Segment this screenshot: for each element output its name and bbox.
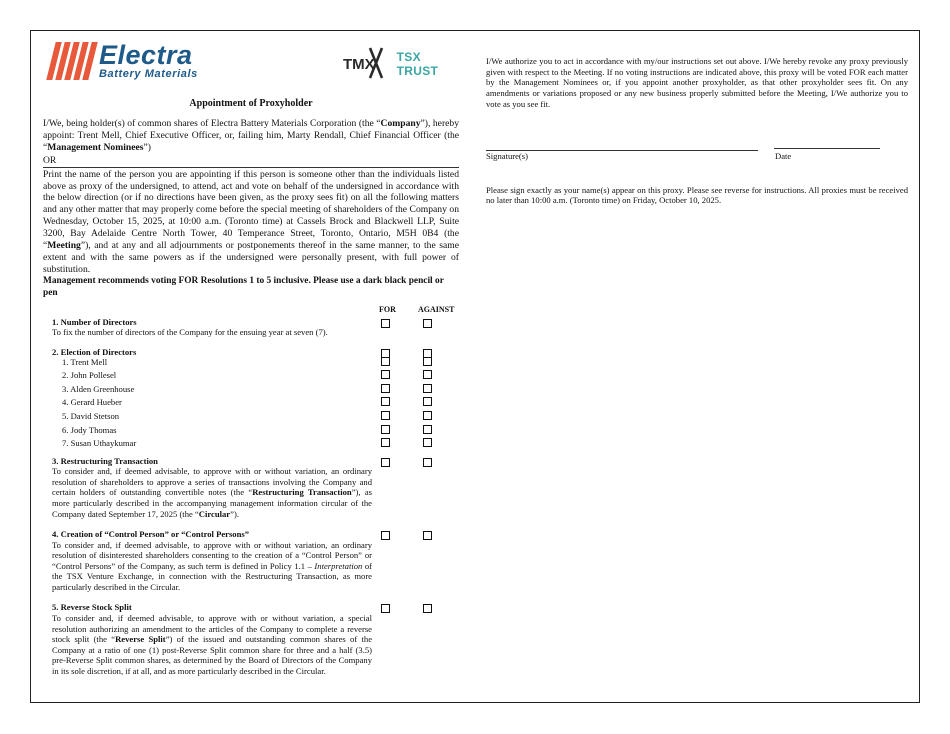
authorization-paragraph: I/We authorize you to act in accordance with my/our instructions set out above. I/We hereby revoke any proxy previously given with respect to the Meeting. If no voting instructions are indicated above, this proxy will be voted FOR each matter by the Management Nominees or, if you appoint another proxyholder, as that other proxyholder sees fit. On any amendments or variations proposed or any new business properly submitted before the Meeting, I/We authorize you to vote as you see fit.	[486, 56, 908, 109]
director-7-for-checkbox[interactable]	[381, 438, 390, 447]
date-label: Date	[775, 150, 792, 161]
res5-for-checkbox[interactable]	[381, 604, 390, 613]
resolution-2-title: 2. Election of Directors	[52, 347, 137, 357]
res3-for-checkbox[interactable]	[381, 458, 390, 467]
logo-row	[43, 38, 459, 98]
date-line[interactable]	[774, 148, 880, 149]
resolution-4	[43, 529, 372, 592]
director-row: 7. Susan Uthaykumar	[43, 437, 459, 451]
alternate-proxy-line[interactable]: OR	[43, 155, 459, 168]
resolution-5-text: To consider and, if deemed advisable, to approve with or without variation, a special resolution authorizing an amendment to the articles of the Company to complete a reverse stock split (the “Reverse Split”) of the issued and outstanding common shares of the Company at a ratio of one (1) post-Reverse Split common share for three and a half (3.5) pre-Reverse Split common shares, as determined by the Board of Directors of the Company in its sole discretion, if at all, and as more particularly described in the Circular.	[52, 613, 373, 676]
vote-column-headers	[43, 301, 459, 315]
resolution-4-title: 4. Creation of “Control Person” or “Control Persons”	[52, 529, 250, 540]
director-2-against-checkbox[interactable]	[423, 370, 432, 379]
electra-stripes-icon	[51, 42, 93, 80]
res1-for-checkbox[interactable]	[381, 319, 390, 328]
director-1-for-checkbox[interactable]	[381, 357, 390, 366]
tsx-trust-logo	[343, 50, 459, 78]
director-5-for-checkbox[interactable]	[381, 411, 390, 420]
signing-instructions: Please sign exactly as your name(s) appear on this proxy. Please see reverse for instructions. All proxies must be received no later than 10:00 a.m. (Toronto time) on Friday, October 10, 2025.	[486, 184, 908, 206]
director-6-for-checkbox[interactable]	[381, 425, 390, 434]
against-column-label: AGAINST	[418, 304, 455, 314]
director-4-against-checkbox[interactable]	[423, 397, 432, 406]
resolution-3-text: To consider and, if deemed advisable, to approve with or without variation, an ordinary resolution of shareholders to approve a series of transactions involving the Company and certain holders of outstanding convertible notes (the “Restructuring Transaction”), as more particularly described in the accompanying management information circular of the Company dated September 17, 2025 (the “Circular”).	[52, 466, 372, 519]
resolution-1	[43, 317, 372, 338]
resolution-4-text: To consider and, if deemed advisable, to approve with or without variation, an ordinary resolution of disinterested shareholders consenting to the creation of a “Control Person” or “Control Persons” of the Company, as such term is defined in Policy 1.1 – Interpretation of the TSX Venture Exchange, in connection with the Restructuring Transaction, as more particularly described in the Circular.	[52, 539, 373, 592]
management-recommendation: Management recommends voting FOR Resolutions 1 to 5 inclusive. Please use a dark black pencil or pen	[43, 276, 444, 299]
tmx-mark: TMX	[343, 56, 375, 73]
print-name-paragraph: Print the name of the person you are appointing if this person is someone other than the individuals listed above as proxy of the undersigned, to attend, act and vote on behalf of the undersigned in accordance with the below direction (or if no directions have been given, as the proxy sees fit) on all the following matters and any other matter that may properly come before the special meeting of shareholders of the Company on Wednesday, October 15, 2025, at 10:00 a.m. (Toronto time) at Cassels Brock and Blackwell LLP, Suite 3200, Bay Adelaide Centre North Tower, 40 Temperance Street, Toronto, Ontario, M5H 0B4 (the “Meeting”), and at any and all adjournments or postponements thereof in the same manner, to the same extent and with the same powers as if the undersigned were personally present, with full power of substitution.	[43, 168, 459, 276]
director-4-for-checkbox[interactable]	[381, 397, 390, 406]
res3-against-checkbox[interactable]	[423, 458, 432, 467]
resolution-1-title: 1. Number of Directors	[52, 316, 137, 327]
electra-subtitle: Battery Materials	[99, 68, 198, 80]
res4-against-checkbox[interactable]	[423, 531, 432, 540]
electra-name: Electra	[99, 40, 193, 70]
director-7-against-checkbox[interactable]	[423, 438, 432, 447]
director-3-for-checkbox[interactable]	[381, 384, 390, 393]
for-column-label: FOR	[379, 304, 396, 314]
resolution-5-title: 5. Reverse Stock Split	[52, 602, 132, 613]
director-row: 4. Gerard Hueber	[43, 396, 459, 410]
right-column	[486, 56, 908, 206]
resolution-1-text: To fix the number of directors of the Company for the ensuing year at seven (7).	[52, 327, 328, 338]
director-row: 1. Trent Mell	[43, 356, 459, 370]
res4-for-checkbox[interactable]	[381, 531, 390, 540]
tsx-trust-text: TSX TRUST	[396, 50, 439, 78]
tmx-x-icon	[368, 46, 384, 80]
director-1-against-checkbox[interactable]	[423, 357, 432, 366]
director-2-for-checkbox[interactable]	[381, 370, 390, 379]
res1-against-checkbox[interactable]	[423, 319, 432, 328]
appointment-paragraph: I/We, being holder(s) of common shares of Electra Battery Materials Corporation (the “Company”), hereby appoint: Trent Mell, Chief Executive Officer, or, failing him, Marty Rendall, Chief Financial Officer (the “Management Nominees”)	[43, 118, 459, 154]
res5-against-checkbox[interactable]	[423, 604, 432, 613]
director-6-against-checkbox[interactable]	[423, 425, 432, 434]
director-3-against-checkbox[interactable]	[423, 384, 432, 393]
form-title: Appointment of Proxyholder	[189, 98, 313, 109]
signature-area	[486, 140, 908, 184]
director-row: 3. Alden Greenhouse	[43, 383, 459, 397]
director-5-against-checkbox[interactable]	[423, 411, 432, 420]
left-column	[43, 38, 459, 676]
resolution-5	[43, 602, 372, 676]
director-row: 6. Jody Thomas	[43, 424, 459, 438]
electra-logo	[51, 40, 198, 80]
resolution-3	[43, 456, 372, 519]
director-row: 2. John Pollesel	[43, 369, 459, 383]
director-row: 5. David Stetson	[43, 410, 459, 424]
resolution-3-title: 3. Restructuring Transaction	[52, 455, 158, 466]
signature-label: Signature(s)	[486, 150, 529, 161]
